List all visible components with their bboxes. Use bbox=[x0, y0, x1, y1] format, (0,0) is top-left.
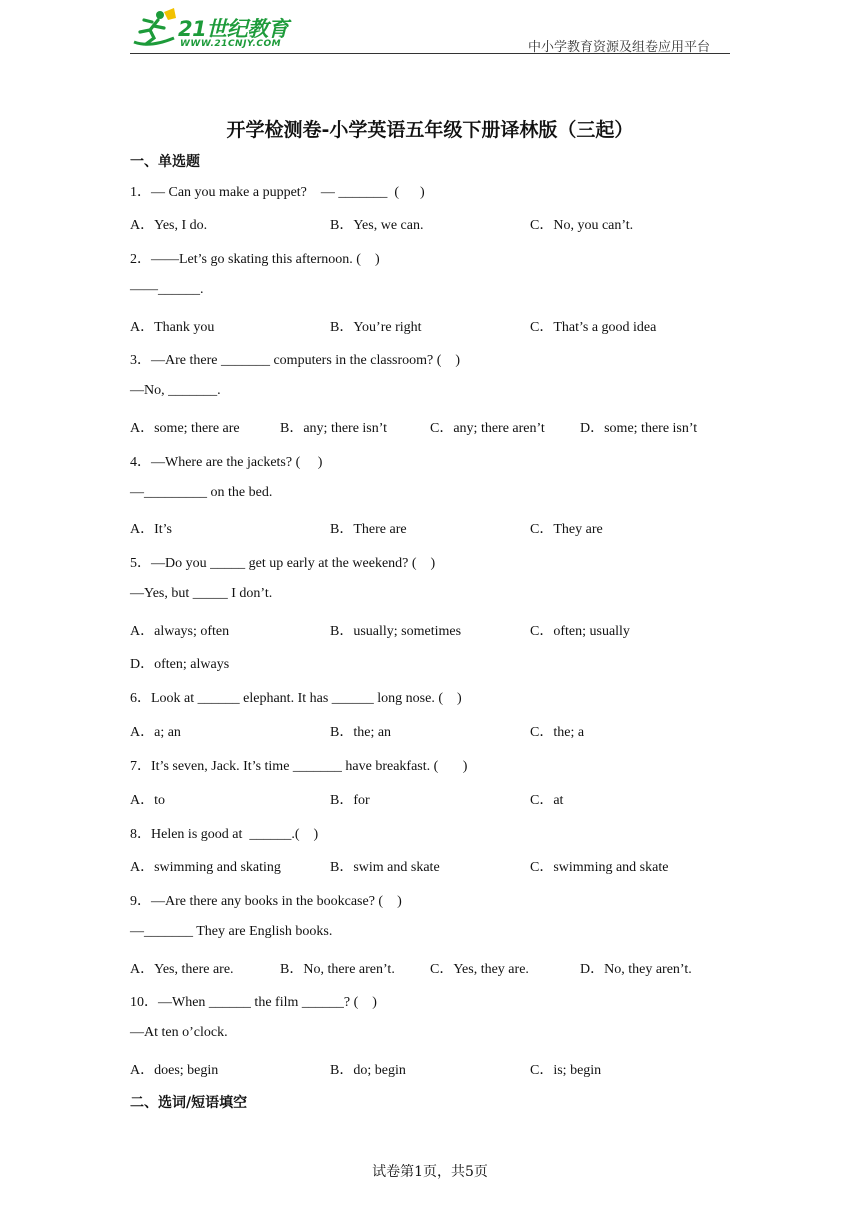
answer-option: B．No, there aren’t. bbox=[280, 962, 395, 977]
answer-option: A．does; begin bbox=[130, 1063, 219, 1078]
answer-option: D．No, they aren’t. bbox=[580, 962, 692, 977]
question-answer-line: —No, _______. bbox=[130, 383, 221, 398]
question-answer-line: —At ten o’clock. bbox=[130, 1025, 228, 1040]
header-divider bbox=[130, 53, 730, 54]
question-stem: 3．—Are there _______ computers in the classroom? ( ) bbox=[130, 353, 461, 368]
answer-option: B．You’re right bbox=[330, 320, 422, 335]
answer-option: C．is; begin bbox=[530, 1063, 602, 1078]
question-stem: 2．——Let’s go skating this afternoon. ( ) bbox=[130, 252, 380, 267]
answer-option: C．That’s a good idea bbox=[530, 320, 657, 335]
answer-option: A．a; an bbox=[130, 725, 181, 740]
question-answer-line: ——______. bbox=[130, 282, 204, 297]
answer-option: C．They are bbox=[530, 522, 603, 537]
answer-option: A．Yes, I do. bbox=[130, 218, 208, 233]
logo-url: WWW.21CNJY.COM bbox=[180, 39, 282, 49]
answer-option: A．Yes, there are. bbox=[130, 962, 234, 977]
answer-option: A．swimming and skating bbox=[130, 860, 281, 875]
answer-option: A．to bbox=[130, 793, 165, 808]
answer-option: B．swim and skate bbox=[330, 860, 440, 875]
question-answer-line: —Yes, but _____ I don’t. bbox=[130, 586, 273, 601]
answer-option: B．do; begin bbox=[330, 1063, 406, 1078]
question-stem: 7．It’s seven, Jack. It’s time _______ have breakfast. ( ) bbox=[130, 759, 468, 774]
answer-option: B．Yes, we can. bbox=[330, 218, 424, 233]
answer-option: C．at bbox=[530, 793, 564, 808]
answer-option: A．some; there are bbox=[130, 421, 240, 436]
answer-option: B．There are bbox=[330, 522, 407, 537]
logo-text: 21世纪教育 bbox=[178, 17, 289, 41]
answer-option: D．some; there isn’t bbox=[580, 421, 698, 436]
answer-option: C．the; a bbox=[530, 725, 585, 740]
answer-option: C．any; there aren’t bbox=[430, 421, 545, 436]
question-answer-line: —_________ on the bed. bbox=[130, 485, 273, 500]
answer-option: A．Thank you bbox=[130, 320, 215, 335]
question-answer-line: —_______ They are English books. bbox=[130, 924, 333, 939]
answer-option: B．any; there isn’t bbox=[280, 421, 388, 436]
question-stem: 6．Look at ______ elephant. It has ______ long nose. ( ) bbox=[130, 691, 462, 706]
platform-label: 中小学教育资源及组卷应用平台 bbox=[527, 40, 710, 55]
logo bbox=[130, 8, 320, 52]
question-stem: 10．—When ______ the film ______? ( ) bbox=[130, 995, 377, 1010]
runner-logo-icon bbox=[130, 8, 178, 50]
page-header bbox=[130, 6, 730, 56]
page-footer: 试卷第1页，共5页 bbox=[372, 1164, 488, 1180]
question-stem: 5．—Do you _____ get up early at the weekend? ( ) bbox=[130, 556, 436, 571]
question-stem: 8．Helen is good at ______.( ) bbox=[130, 827, 319, 842]
answer-option: B．the; an bbox=[330, 725, 392, 740]
section-heading: 一、单选题 bbox=[130, 154, 200, 170]
answer-option: C．swimming and skate bbox=[530, 860, 669, 875]
question-stem: 1．— Can you make a puppet? — _______ ( ) bbox=[130, 185, 425, 200]
question-stem: 9．—Are there any books in the bookcase? ( ) bbox=[130, 894, 402, 909]
answer-option: D．often; always bbox=[130, 657, 230, 672]
answer-option: B．usually; sometimes bbox=[330, 624, 462, 639]
section-heading: 二、选词/短语填空 bbox=[130, 1095, 248, 1111]
answer-option: C．No, you can’t. bbox=[530, 218, 634, 233]
answer-option: A．It’s bbox=[130, 522, 172, 537]
answer-option: A．always; often bbox=[130, 624, 230, 639]
page-title: 开学检测卷-小学英语五年级下册译林版（三起） bbox=[226, 119, 634, 141]
answer-option: C．Yes, they are. bbox=[430, 962, 529, 977]
question-stem: 4．—Where are the jackets? ( ) bbox=[130, 455, 323, 470]
answer-option: B．for bbox=[330, 793, 370, 808]
answer-option: C．often; usually bbox=[530, 624, 630, 639]
